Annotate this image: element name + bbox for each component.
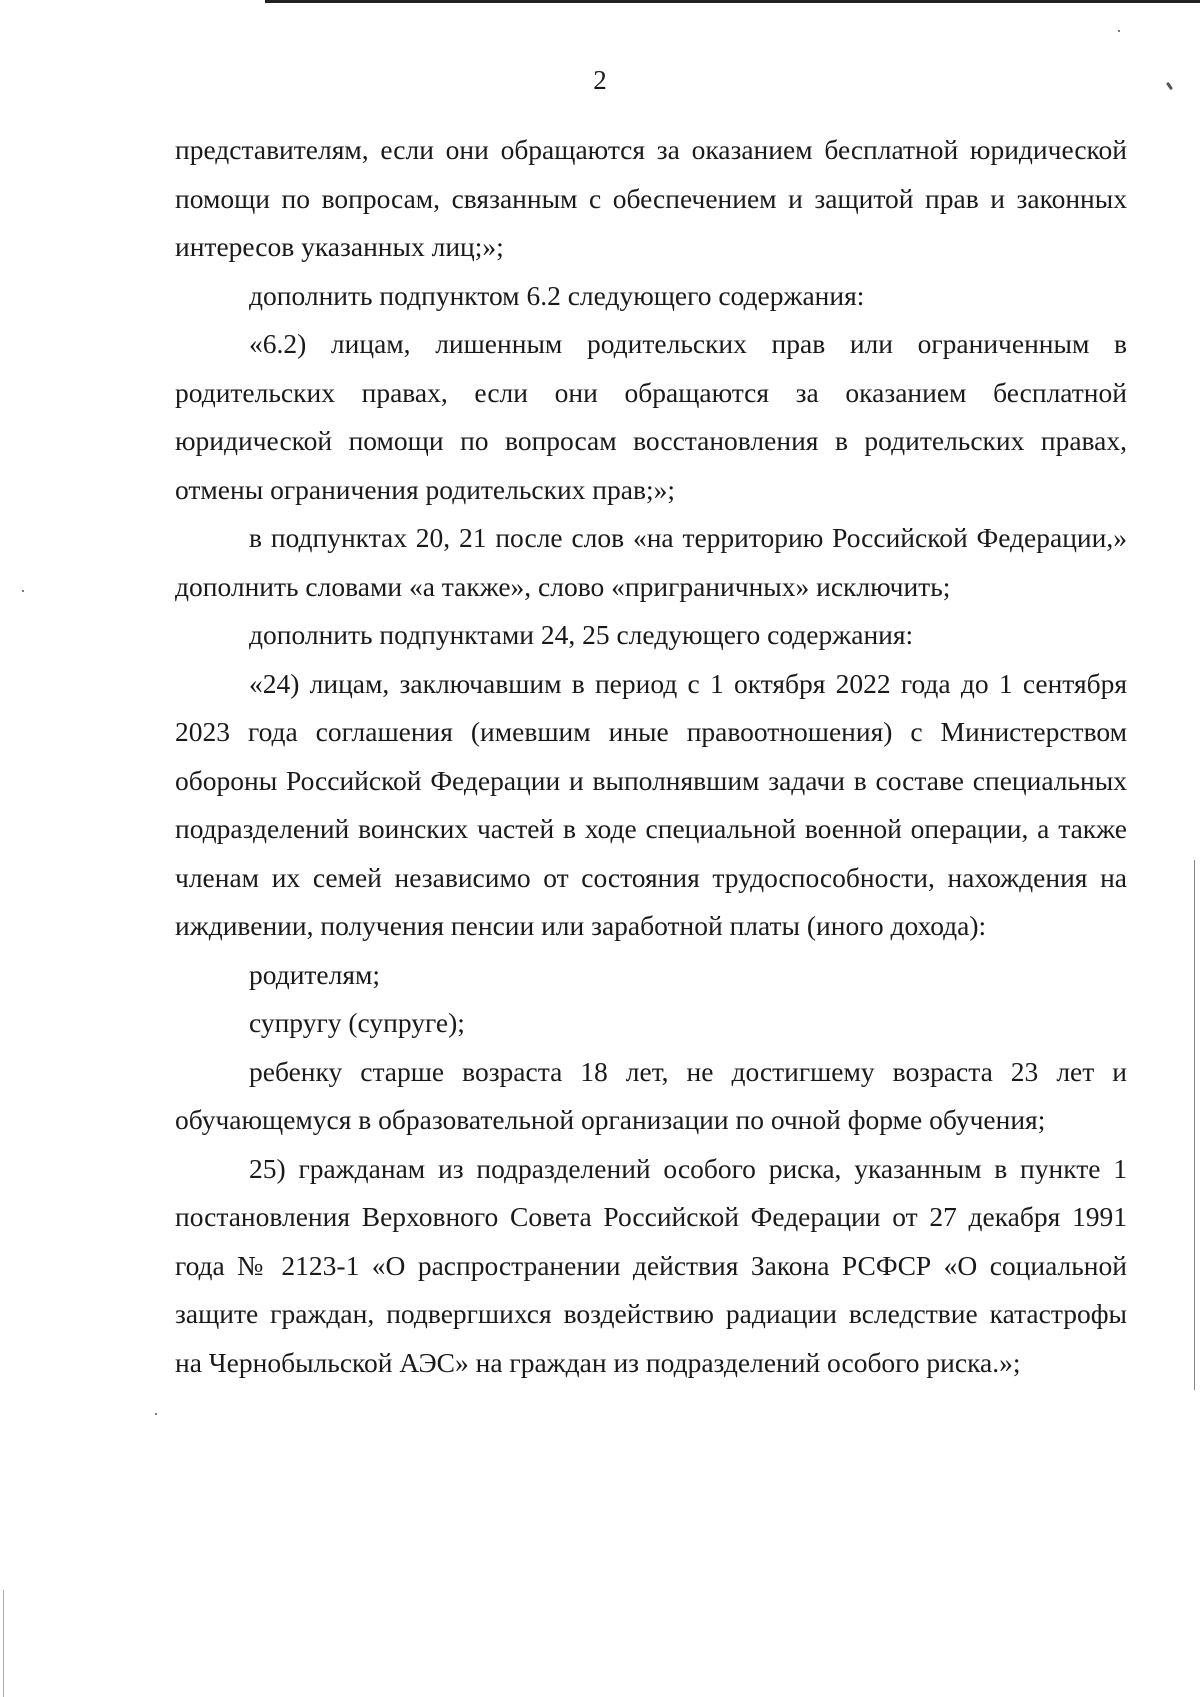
paragraph: ребенку старше возраста 18 лет, не достигшему возраста 23 лет и обучающемуся в образовательной организации по очной форме обучения; bbox=[175, 1055, 1127, 1135]
paragraph: «6.2) лицам, лишенным родительских прав или ограниченным в родительских правах, если они обращаются за оказанием бесплатной юридической помощи по вопросам восстановления в родительских правах, отмены ограничения родительских прав;»; bbox=[175, 328, 1127, 505]
paragraph: 25) гражданам из подразделений особого риска, указанным в пункте 1 постановления Верховного Совета Российской Федерации от 27 декабря 1991 года № 2123-1 «О распространении действия Закона РСФСР «О социальной защите граждан, подвергшихся воздействию радиации вследствие катастрофы на Чернобыльской АЭС» на граждан из подразделений особого риска.»; bbox=[175, 1152, 1127, 1378]
page-number: 2 bbox=[593, 65, 607, 95]
paragraph: представителям, если они обращаются за оказанием бесплатной юридической помощи по вопросам, связанным с обеспечением и защитой прав и законных интересов указанных лиц;»; bbox=[175, 134, 1127, 262]
paragraph: в подпунктах 20, 21 после слов «на территорию Российской Федерации,» дополнить словами «а также», слово «приграничных» исключить; bbox=[175, 522, 1127, 602]
scan-speck bbox=[155, 1413, 157, 1415]
paragraph: дополнить подпунктом 6.2 следующего содержания: bbox=[249, 279, 865, 311]
scan-edge-line-left bbox=[3, 1590, 4, 1697]
scan-speck bbox=[22, 590, 24, 592]
scan-speck bbox=[1118, 30, 1120, 32]
document-body bbox=[175, 126, 1127, 1387]
paragraph: «24) лицам, заключавшим в период с 1 октября 2022 года до 1 сентября 2023 года соглашения (имевшим иные правоотношения) с Министерством обороны Российской Федерации и выполнявшим задачи в составе специальных подразделений воинских частей в ходе специальной военной операции, а также членам их семей независимо от состояния трудоспособности, нахождения на иждивении, получения пенсии или заработной платы (иного дохода): bbox=[175, 667, 1127, 941]
paragraph: родителям; bbox=[249, 958, 381, 990]
scan-edge-line-right bbox=[1194, 860, 1195, 1390]
top-border-rule bbox=[265, 0, 1200, 3]
paragraph: дополнить подпунктами 24, 25 следующего содержания: bbox=[249, 619, 914, 650]
paragraph: супругу (супруге); bbox=[249, 1007, 465, 1038]
